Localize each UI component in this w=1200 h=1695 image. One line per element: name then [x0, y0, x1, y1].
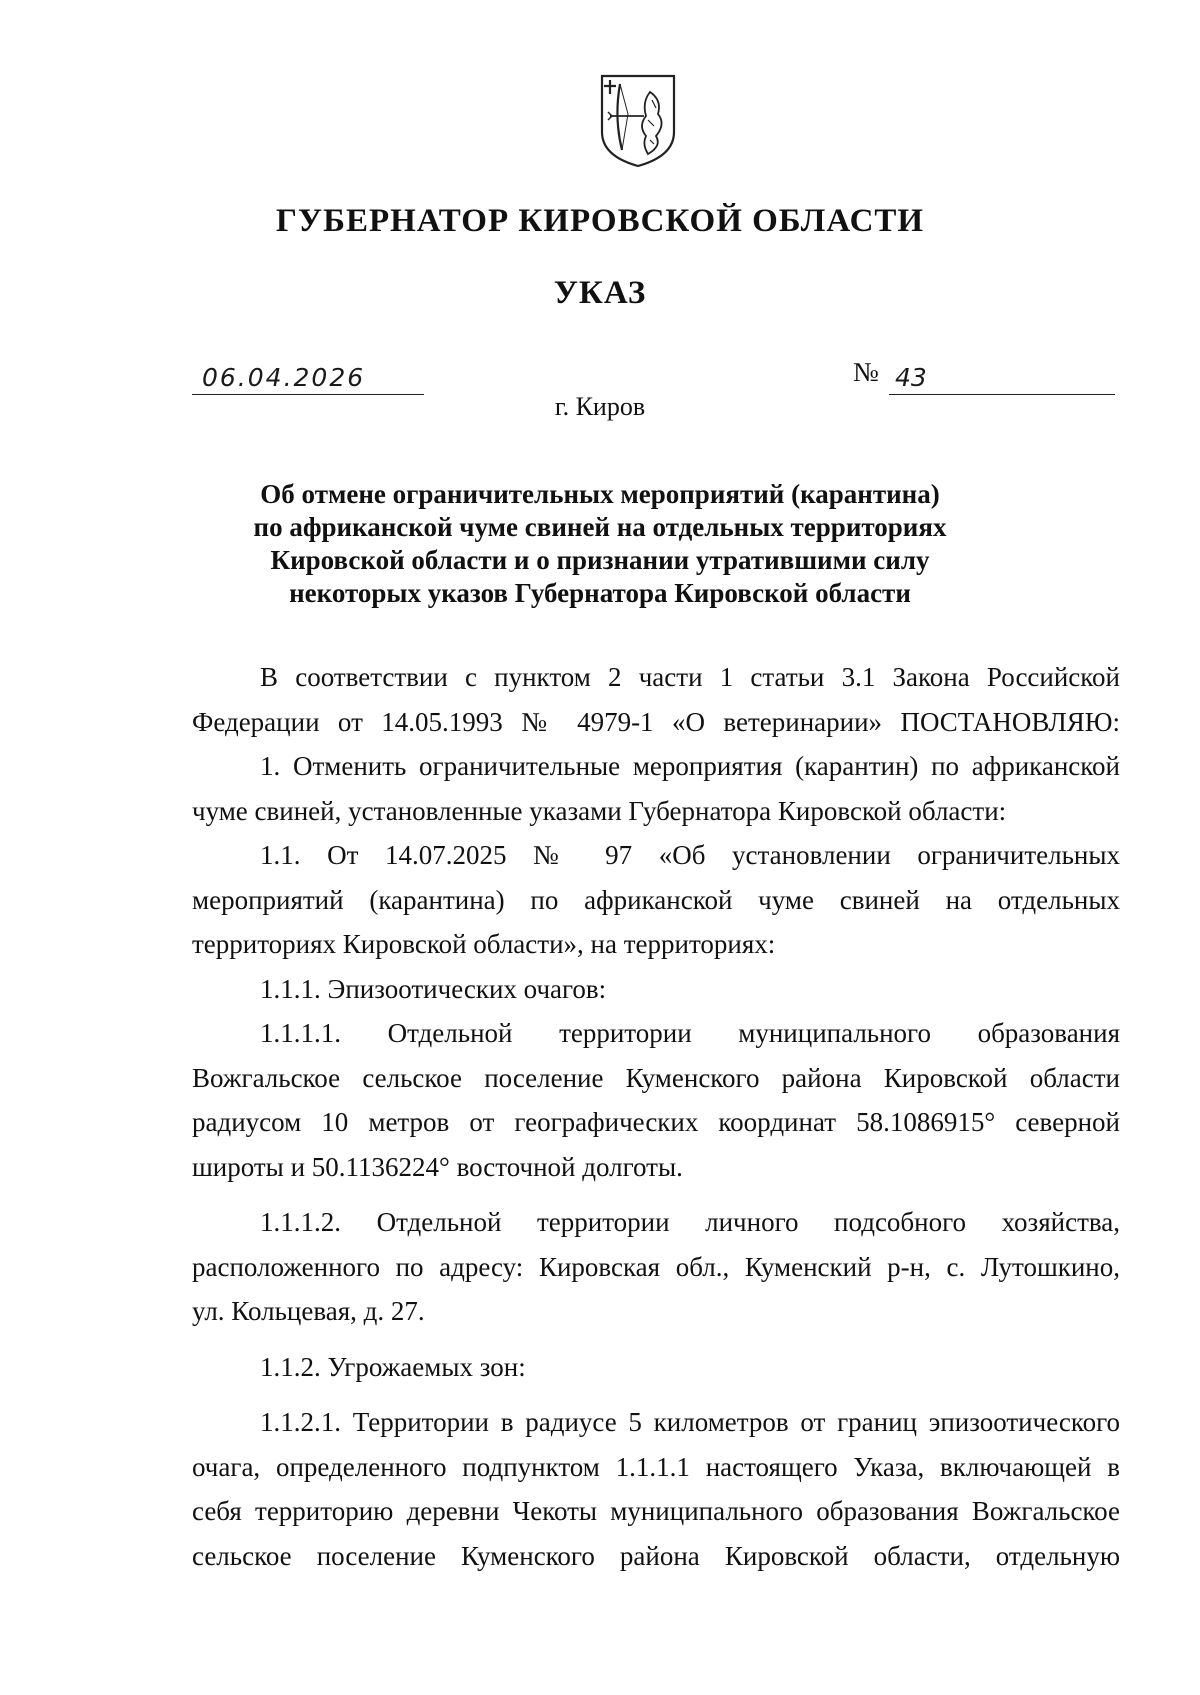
body-line: мероприятий (карантина) по африканской чуме свиней на отдельных	[192, 884, 1120, 915]
title-line: по африканской чуме свиней на отдельных территориях	[253, 512, 947, 542]
document-number: 43	[895, 363, 927, 392]
body-line: 1.1.2.1. Территории в радиусе 5 километров от границ эпизоотического	[260, 1407, 1120, 1437]
body-line: 1.1.1.2. Отдельной территории личного подсобного хозяйства,	[260, 1207, 1120, 1237]
kirov-oblast-coat-of-arms-icon	[596, 70, 680, 170]
number-label: №	[853, 357, 879, 387]
body-line: себя территорию деревни Чекоты муниципального образования Вожгальское	[192, 1496, 1120, 1526]
title-line: Об отмене ограничительных мероприятий (карантина)	[260, 479, 940, 509]
title-line: некоторых указов Губернатора Кировской области	[289, 578, 911, 608]
body-line: 1. Отменить ограничительные мероприятия (карантин) по африканской	[260, 751, 1120, 781]
document-body	[192, 655, 1120, 1578]
body-line: расположенного по адресу: Кировская обл., Куменский р-н, с. Лутошкино,	[192, 1251, 1120, 1282]
body-line: радиусом 10 метров от географических координат 58.1086915° северной	[192, 1107, 1120, 1137]
body-line: 1.1.1.1. Отдельной территории муниципального образования	[260, 1018, 1120, 1048]
title-line: Кировской области и о признании утратившими силу	[270, 545, 930, 575]
document-date: 06.04.2026	[202, 363, 366, 392]
document-type: УКАЗ	[553, 275, 647, 311]
number-field	[889, 360, 1115, 395]
issuing-authority: ГУБЕРНАТОР КИРОВСКОЙ ОБЛАСТИ	[275, 203, 925, 239]
body-line: чуме свиней, установленные указами Губернатора Кировской области:	[192, 795, 1007, 826]
body-line: В соответствии с пунктом 2 части 1 статьи 3.1 Закона Российской	[260, 662, 1120, 692]
body-line: 1.1.2. Угрожаемых зон:	[260, 1351, 526, 1382]
place-of-issue: г. Киров	[554, 392, 646, 421]
body-line: 1.1.1. Эпизоотических очагов:	[260, 973, 607, 1004]
document-title	[250, 478, 950, 610]
body-line: Вожгальское сельское поселение Куменского района Кировской области	[192, 1062, 1120, 1093]
body-line: 1.1. От 14.07.2025 № 97 «Об установлении ограничительных	[260, 840, 1120, 870]
body-line: сельское поселение Куменского района Кировской области, отдельную	[192, 1540, 1120, 1571]
body-line: Федерации от 14.05.1993 № 4979-1 «О ветеринарии» ПОСТАНОВЛЯЮ:	[192, 706, 1120, 737]
body-line: очага, определенного подпунктом 1.1.1.1 настоящего Указа, включающей в	[192, 1451, 1120, 1482]
body-line: ул. Кольцевая, д. 27.	[192, 1296, 425, 1326]
body-line: территориях Кировской области», на территориях:	[192, 929, 776, 959]
body-line: широты и 50.1136224° восточной долготы.	[192, 1151, 683, 1182]
date-field	[192, 360, 424, 395]
